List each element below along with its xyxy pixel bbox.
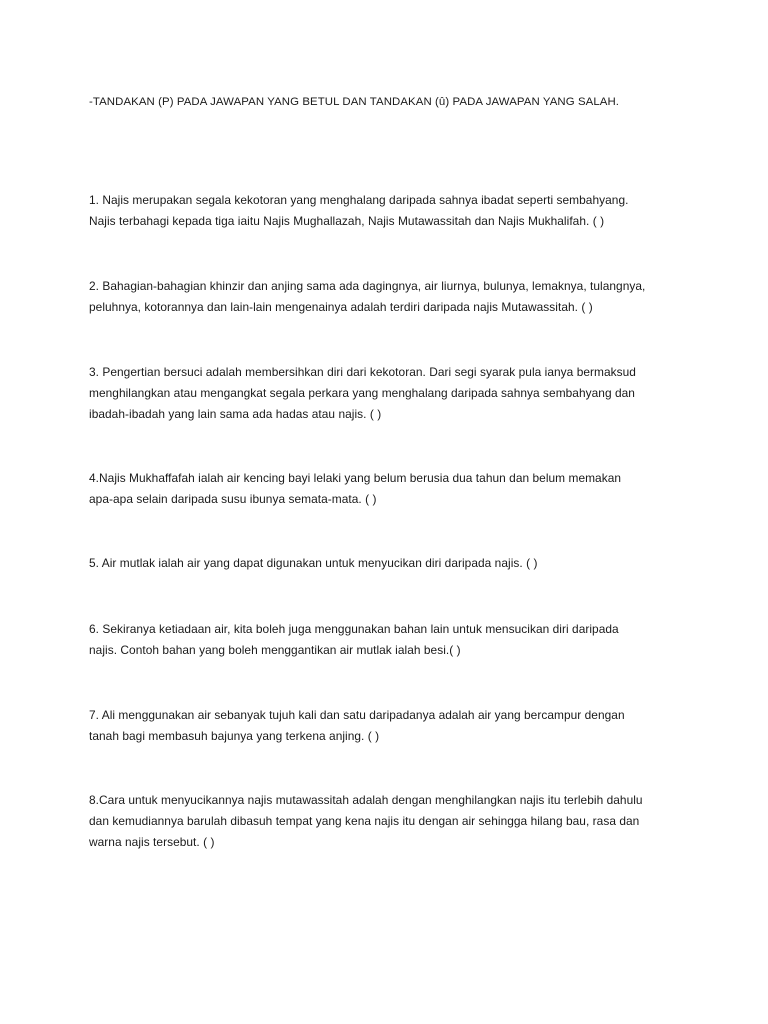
question-7	[89, 705, 709, 747]
question-8-line-2: dan kemudiannya barulah dibasuh tempat yang kena najis itu dengan air sehingga hilang bau, rasa dan	[89, 814, 640, 828]
question-5-line-1: 5. Air mutlak ialah air yang dapat digunakan untuk menyucikan diri daripada najis. ( )	[89, 556, 538, 570]
question-3-line-2: menghilangkan atau mengangkat segala perkara yang menghalang daripada sahnya sembahyang dan	[89, 386, 635, 400]
question-6	[89, 619, 709, 661]
question-1-line-1: 1. Najis merupakan segala kekotoran yang menghalang daripada sahnya ibadat seperti sembahyang.	[89, 193, 629, 207]
question-8-line-3: warna najis tersebut. ( )	[89, 835, 215, 849]
question-1	[89, 190, 709, 232]
question-5	[89, 553, 709, 574]
question-7-line-1: 7. Ali menggunakan air sebanyak tujuh kali dan satu daripadanya adalah air yang bercampur dengan	[89, 708, 625, 722]
question-8	[89, 790, 709, 853]
instruction-text: -TANDAKAN (P) PADA JAWAPAN YANG BETUL DAN TANDAKAN (û) PADA JAWAPAN YANG SALAH.	[89, 96, 620, 108]
question-7-line-2: tanah bagi membasuh bajunya yang terkena anjing. ( )	[89, 729, 380, 743]
question-3-line-1: 3. Pengertian bersuci adalah membersihkan diri dari kekotoran. Dari segi syarak pula ianya bermaksud	[89, 365, 636, 379]
question-4-line-2: apa-apa selain daripada susu ibunya semata-mata. ( )	[89, 492, 377, 506]
question-2	[89, 276, 709, 318]
question-3	[89, 362, 709, 425]
question-6-line-2: najis. Contoh bahan yang boleh menggantikan air mutlak ialah besi.( )	[89, 643, 461, 657]
question-2-line-2: peluhnya, kotorannya dan lain-lain mengenainya adalah terdiri daripada najis Mutawassitah. ( )	[89, 300, 593, 314]
question-8-line-1: 8.Cara untuk menyucikannya najis mutawassitah adalah dengan menghilangkan najis itu terlebih dahulu	[89, 793, 643, 807]
question-6-line-1: 6. Sekiranya ketiadaan air, kita boleh juga menggunakan bahan lain untuk mensucikan diri daripada	[89, 622, 619, 636]
question-1-line-2: Najis terbahagi kepada tiga iaitu Najis Mughallazah, Najis Mutawassitah dan Najis Mukhalifah. ( )	[89, 214, 605, 228]
question-2-line-1: 2. Bahagian-bahagian khinzir dan anjing sama ada dagingnya, air liurnya, bulunya, lemaknya, tulangnya,	[89, 279, 646, 293]
question-3-line-3: ibadah-ibadah yang lain sama ada hadas atau najis. ( )	[89, 407, 382, 421]
question-4	[89, 468, 709, 510]
question-4-line-1: 4.Najis Mukhaffafah ialah air kencing bayi lelaki yang belum berusia dua tahun dan belum memakan	[89, 471, 622, 485]
